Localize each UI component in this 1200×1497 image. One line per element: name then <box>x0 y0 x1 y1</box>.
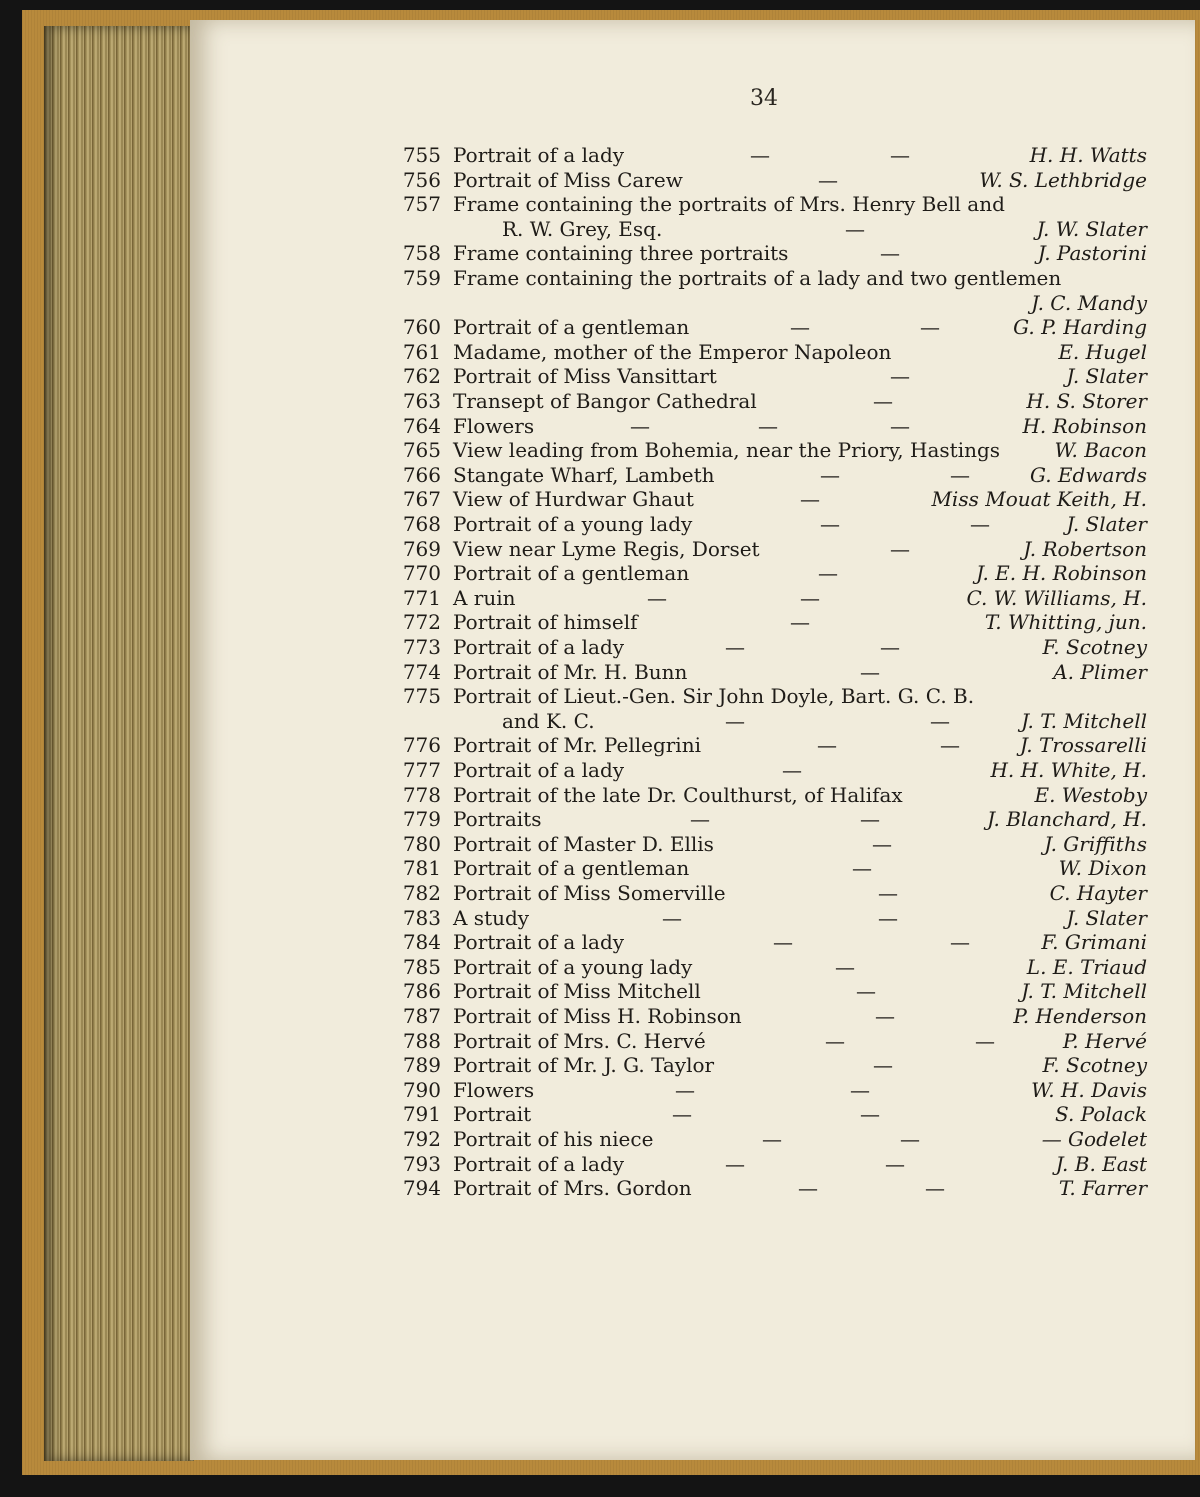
leader-dash: — <box>690 807 710 831</box>
entry-artist: H. S. Storer <box>1026 389 1147 413</box>
leader-dash: — <box>950 463 970 487</box>
entry-number: 794 <box>402 1176 441 1200</box>
entry-number: 791 <box>402 1102 441 1126</box>
entry-title: Portrait of a lady <box>453 1152 625 1176</box>
leader-dash: — <box>872 832 892 856</box>
leader-dash: — <box>900 1127 920 1151</box>
entry-number: 785 <box>402 955 441 979</box>
entry-title: A study <box>453 906 530 930</box>
catalog-entry <box>190 979 1195 1003</box>
entry-artist: J. Slater <box>1066 512 1147 536</box>
entry-title: Portrait of Miss Somerville <box>453 881 726 905</box>
entry-number: 756 <box>402 168 441 192</box>
leader-dash: — <box>920 315 940 339</box>
entry-artist: T. Farrer <box>1058 1176 1147 1200</box>
entry-number: 770 <box>402 561 441 585</box>
leader-dash: — <box>800 586 820 610</box>
entry-title: Stangate Wharf, Lambeth <box>453 463 715 487</box>
entry-title: Frame containing three portraits <box>453 241 789 265</box>
catalog-entry <box>190 1176 1195 1200</box>
entry-number: 789 <box>402 1053 441 1077</box>
entry-number: 793 <box>402 1152 441 1176</box>
entry-artist: W. Dixon <box>1058 856 1147 880</box>
entry-artist: F. Scotney <box>1042 635 1147 659</box>
entry-title: View near Lyme Regis, Dorset <box>453 537 760 561</box>
leader-dash: — <box>790 610 810 634</box>
catalog-entry <box>190 709 1195 733</box>
entry-artist: J. Slater <box>1066 364 1147 388</box>
entry-artist: J. Griffiths <box>1044 832 1147 856</box>
leader-dash: — <box>860 660 880 684</box>
entry-number: 786 <box>402 979 441 1003</box>
entry-number: 766 <box>402 463 441 487</box>
entry-artist: L. E. Triaud <box>1026 955 1147 979</box>
catalog-entry <box>190 463 1195 487</box>
entry-title: Portrait of Master D. Ellis <box>453 832 714 856</box>
entry-number: 772 <box>402 610 441 634</box>
leader-dash: — <box>875 1004 895 1028</box>
entry-number: 769 <box>402 537 441 561</box>
catalog-entry <box>190 192 1195 216</box>
entry-artist: F. Grimani <box>1041 930 1147 954</box>
leader-dash: — <box>878 881 898 905</box>
catalog-entry <box>190 733 1195 757</box>
catalog-entry <box>190 684 1195 708</box>
leader-dash: — <box>852 856 872 880</box>
catalog-entry <box>190 783 1195 807</box>
catalog-entry <box>190 1078 1195 1102</box>
catalog-entry <box>190 487 1195 511</box>
entry-title: Portrait of Miss Mitchell <box>453 979 701 1003</box>
entry-number: 774 <box>402 660 441 684</box>
entry-title: Frame containing the portraits of Mrs. Henry Bell and <box>453 192 1005 216</box>
entry-number: 775 <box>402 684 441 708</box>
entry-artist: P. Hervé <box>1062 1029 1147 1053</box>
entry-number: 779 <box>402 807 441 831</box>
leader-dash: — <box>662 906 682 930</box>
entry-title: Portrait of a young lady <box>453 512 693 536</box>
leader-dash: — <box>930 709 950 733</box>
entry-artist: C. W. Williams, H. <box>966 586 1147 610</box>
catalog-entry <box>190 1152 1195 1176</box>
entry-title: Portrait of a lady <box>453 143 625 167</box>
leader-dash: — <box>818 168 838 192</box>
catalog-entry <box>190 610 1195 634</box>
entry-number: 787 <box>402 1004 441 1028</box>
entry-artist: G. Edwards <box>1029 463 1147 487</box>
entry-title: Portrait of Mrs. Gordon <box>453 1176 692 1200</box>
entry-title: Portrait of himself <box>453 610 638 634</box>
page-edges <box>44 26 194 1461</box>
catalog-entry <box>190 438 1195 462</box>
leader-dash: — <box>890 364 910 388</box>
leader-dash: — <box>860 807 880 831</box>
entry-artist: T. Whitting, jun. <box>984 610 1147 634</box>
leader-dash: — <box>782 758 802 782</box>
catalog-entry <box>190 807 1195 831</box>
catalog-entry <box>190 1053 1195 1077</box>
entry-artist: J. W. Slater <box>1036 217 1147 241</box>
entry-number: 763 <box>402 389 441 413</box>
catalog-entry <box>190 291 1195 315</box>
leader-dash: — <box>925 1176 945 1200</box>
catalog-entry <box>190 512 1195 536</box>
catalog-entry <box>190 315 1195 339</box>
leader-dash: — <box>856 979 876 1003</box>
entry-artist: Miss Mouat Keith, H. <box>931 487 1147 511</box>
entry-title: Portrait of Mr. Pellegrini <box>453 733 701 757</box>
entry-artist: F. Scotney <box>1042 1053 1147 1077</box>
entry-title: Frame containing the portraits of a lady and two gentlemen <box>453 266 1062 290</box>
catalog-list <box>190 20 1195 1460</box>
entry-number: 782 <box>402 881 441 905</box>
catalog-entry <box>190 241 1195 265</box>
entry-artist: — Godelet <box>1041 1127 1147 1151</box>
entry-number: 760 <box>402 315 441 339</box>
entry-number: 767 <box>402 487 441 511</box>
entry-title: Portrait <box>453 1102 532 1126</box>
entry-title: Madame, mother of the Emperor Napoleon <box>453 340 892 364</box>
entry-title: and K. C. <box>502 709 595 733</box>
entry-number: 781 <box>402 856 441 880</box>
entry-number: 776 <box>402 733 441 757</box>
entry-title: Portrait of Lieut.-Gen. Sir John Doyle, Bart. G. C. B. <box>453 684 975 708</box>
entry-title: Portrait of Mr. J. G. Taylor <box>453 1053 715 1077</box>
leader-dash: — <box>885 1152 905 1176</box>
entry-title: Portrait of a lady <box>453 635 625 659</box>
entry-artist: E. Hugel <box>1058 340 1147 364</box>
entry-number: 755 <box>402 143 441 167</box>
leader-dash: — <box>817 733 837 757</box>
book-page <box>190 20 1195 1460</box>
entry-title: Portrait of a lady <box>453 758 625 782</box>
catalog-entry <box>190 955 1195 979</box>
entry-title: A ruin <box>453 586 516 610</box>
entry-artist: G. P. Harding <box>1013 315 1147 339</box>
entry-title: Portrait of a young lady <box>453 955 693 979</box>
leader-dash: — <box>800 487 820 511</box>
entry-title: Portrait of a lady <box>453 930 625 954</box>
entry-artist: J. Blanchard, H. <box>987 807 1147 831</box>
entry-title: Flowers <box>453 414 535 438</box>
entry-artist: J. C. Mandy <box>1031 291 1147 315</box>
leader-dash: — <box>725 635 745 659</box>
entry-artist: J. E. H. Robinson <box>975 561 1147 585</box>
entry-artist: S. Polack <box>1054 1102 1147 1126</box>
leader-dash: — <box>860 1102 880 1126</box>
catalog-entry <box>190 266 1195 290</box>
leader-dash: — <box>890 537 910 561</box>
entry-artist: A. Plimer <box>1053 660 1147 684</box>
leader-dash: — <box>758 414 778 438</box>
leader-dash: — <box>762 1127 782 1151</box>
page-number: 34 <box>750 86 778 111</box>
leader-dash: — <box>773 930 793 954</box>
catalog-entry <box>190 340 1195 364</box>
entry-title: Portrait of Miss Carew <box>453 168 683 192</box>
leader-dash: — <box>725 709 745 733</box>
entry-artist: J. B. East <box>1055 1152 1147 1176</box>
leader-dash: — <box>845 217 865 241</box>
catalog-entry <box>190 660 1195 684</box>
entry-artist: W. S. Lethbridge <box>979 168 1147 192</box>
entry-title: Portrait of his niece <box>453 1127 654 1151</box>
leader-dash: — <box>970 512 990 536</box>
entry-number: 765 <box>402 438 441 462</box>
entry-number: 778 <box>402 783 441 807</box>
entry-title: View of Hurdwar Ghaut <box>453 487 694 511</box>
entry-artist: J. Trossarelli <box>1019 733 1147 757</box>
leader-dash: — <box>647 586 667 610</box>
entry-number: 762 <box>402 364 441 388</box>
entry-number: 773 <box>402 635 441 659</box>
entry-number: 758 <box>402 241 441 265</box>
catalog-entry <box>190 561 1195 585</box>
leader-dash: — <box>820 512 840 536</box>
entry-title: R. W. Grey, Esq. <box>502 217 663 241</box>
entry-artist: W. Bacon <box>1054 438 1147 462</box>
catalog-entry <box>190 832 1195 856</box>
entry-title: Portraits <box>453 807 542 831</box>
catalog-entry <box>190 1127 1195 1151</box>
entry-artist: H. H. Watts <box>1029 143 1147 167</box>
entry-title: Portrait of a gentleman <box>453 315 690 339</box>
leader-dash: — <box>630 414 650 438</box>
entry-number: 759 <box>402 266 441 290</box>
entry-artist: E. Westoby <box>1034 783 1147 807</box>
leader-dash: — <box>672 1102 692 1126</box>
leader-dash: — <box>890 414 910 438</box>
entry-artist: W. H. Davis <box>1031 1078 1147 1102</box>
entry-number: 777 <box>402 758 441 782</box>
entry-title: Portrait of a gentleman <box>453 856 690 880</box>
entry-title: View leading from Bohemia, near the Priory, Hastings <box>453 438 1001 462</box>
catalog-entry <box>190 856 1195 880</box>
entry-artist: H. Robinson <box>1022 414 1147 438</box>
entry-title: Portrait of the late Dr. Coulthurst, of Halifax <box>453 783 903 807</box>
leader-dash: — <box>850 1078 870 1102</box>
leader-dash: — <box>975 1029 995 1053</box>
leader-dash: — <box>825 1029 845 1053</box>
catalog-entry <box>190 143 1195 167</box>
entry-title: Flowers <box>453 1078 535 1102</box>
leader-dash: — <box>790 315 810 339</box>
entry-number: 771 <box>402 586 441 610</box>
entry-artist: J. Slater <box>1066 906 1147 930</box>
leader-dash: — <box>725 1152 745 1176</box>
catalog-entry <box>190 537 1195 561</box>
catalog-entry <box>190 364 1195 388</box>
leader-dash: — <box>873 1053 893 1077</box>
entry-number: 764 <box>402 414 441 438</box>
leader-dash: — <box>820 463 840 487</box>
catalog-entry <box>190 930 1195 954</box>
catalog-entry <box>190 1102 1195 1126</box>
leader-dash: — <box>798 1176 818 1200</box>
entry-artist: H. H. White, H. <box>990 758 1147 782</box>
leader-dash: — <box>675 1078 695 1102</box>
entry-artist: C. Hayter <box>1049 881 1147 905</box>
entry-title: Portrait of a gentleman <box>453 561 690 585</box>
leader-dash: — <box>890 143 910 167</box>
catalog-entry <box>190 881 1195 905</box>
entry-artist: P. Henderson <box>1013 1004 1147 1028</box>
entry-number: 761 <box>402 340 441 364</box>
catalog-entry <box>190 758 1195 782</box>
catalog-entry <box>190 217 1195 241</box>
catalog-entry <box>190 168 1195 192</box>
leader-dash: — <box>818 561 838 585</box>
entry-number: 790 <box>402 1078 441 1102</box>
entry-number: 780 <box>402 832 441 856</box>
entry-number: 784 <box>402 930 441 954</box>
entry-title: Portrait of Miss H. Robinson <box>453 1004 742 1028</box>
catalog-entry <box>190 1004 1195 1028</box>
leader-dash: — <box>878 906 898 930</box>
entry-number: 768 <box>402 512 441 536</box>
leader-dash: — <box>950 930 970 954</box>
entry-artist: J. T. Mitchell <box>1021 709 1147 733</box>
entry-title: Portrait of Mrs. C. Hervé <box>453 1029 706 1053</box>
entry-artist: J. T. Mitchell <box>1021 979 1147 1003</box>
leader-dash: — <box>880 635 900 659</box>
catalog-entry <box>190 414 1195 438</box>
catalog-entry <box>190 389 1195 413</box>
entry-number: 783 <box>402 906 441 930</box>
entry-number: 757 <box>402 192 441 216</box>
entry-title: Portrait of Mr. H. Bunn <box>453 660 688 684</box>
entry-artist: J. Pastorini <box>1037 241 1147 265</box>
leader-dash: — <box>873 389 893 413</box>
entry-artist: J. Robertson <box>1023 537 1147 561</box>
leader-dash: — <box>835 955 855 979</box>
catalog-entry <box>190 906 1195 930</box>
leader-dash: — <box>750 143 770 167</box>
leader-dash: — <box>940 733 960 757</box>
entry-number: 792 <box>402 1127 441 1151</box>
catalog-entry <box>190 1029 1195 1053</box>
catalog-entry <box>190 586 1195 610</box>
entry-number: 788 <box>402 1029 441 1053</box>
catalog-entry <box>190 635 1195 659</box>
entry-title: Transept of Bangor Cathedral <box>453 389 757 413</box>
entry-title: Portrait of Miss Vansittart <box>453 364 717 388</box>
leader-dash: — <box>880 241 900 265</box>
